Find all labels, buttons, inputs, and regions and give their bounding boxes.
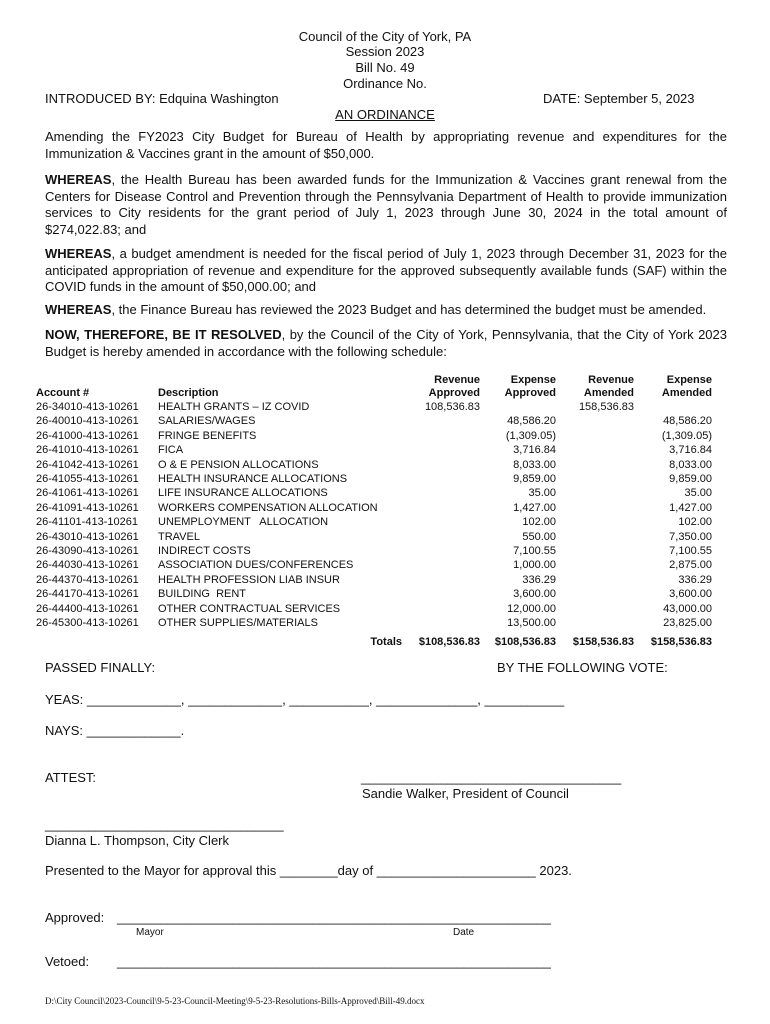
description: HEALTH PROFESSION LIAB INSUR [158, 573, 340, 586]
header-line: Expense [666, 374, 712, 386]
revenue-approved [404, 501, 480, 515]
table-row [36, 616, 712, 630]
description: BUILDING RENT [158, 588, 247, 601]
totals-label: Totals [370, 635, 402, 648]
account-number: 26-41000-413-10261 [36, 429, 139, 442]
president-signature-line: ____________________________________ [361, 770, 622, 785]
total-expense-amended: $158,536.83 [650, 635, 712, 648]
table-row [36, 501, 712, 515]
budget-schedule-table [36, 374, 712, 649]
expense-amended: 7,350.00 [669, 530, 712, 543]
presented-line: Presented to the Mayor for approval this ________day of ______________________ 2023. [45, 863, 572, 878]
header-line: Amended [583, 387, 634, 399]
revenue-amended [556, 443, 634, 457]
expense-approved: 9,859.00 [513, 473, 556, 486]
whereas-label: WHEREAS [45, 302, 112, 317]
header-line: Approved [504, 387, 556, 399]
revenue-approved [404, 458, 480, 472]
expense-amended: 3,600.00 [669, 588, 712, 601]
account-number: 26-40010-413-10261 [36, 415, 139, 428]
header-line: Revenue [588, 374, 634, 386]
approved-signature-line: ____________________________________________________________ [117, 910, 551, 925]
paragraph-whereas-1 [45, 172, 727, 238]
account-number: 26-45300-413-10261 [36, 617, 139, 630]
vetoed-signature-line: ____________________________________________________________ [117, 954, 551, 969]
expense-amended: 48,586.20 [663, 415, 712, 428]
header-revenue-approved [404, 374, 480, 400]
description: HEALTH GRANTS – IZ COVID [158, 401, 310, 413]
header-line: Expense [510, 374, 556, 386]
description: FICA [158, 444, 184, 457]
mayor-label: Mayor [136, 927, 164, 938]
table-row [36, 400, 712, 414]
description: LIFE INSURANCE ALLOCATIONS [158, 487, 328, 500]
resolved-text: , by the Council of the City of York, Pennsylvania, that the City of York 2023 Budget is hereby amended in accordance with the following schedule: [45, 327, 727, 359]
expense-approved: 12,000.00 [507, 602, 556, 615]
council-name: Council of the City of York, PA [298, 29, 472, 44]
revenue-approved [404, 443, 480, 457]
total-expense-approved: $108,536.83 [494, 635, 556, 648]
total-revenue-amended: $158,536.83 [572, 635, 634, 648]
expense-approved: (1,309.05) [505, 429, 556, 442]
description: TRAVEL [158, 530, 200, 543]
header-line: Amended [661, 387, 712, 399]
expense-approved: 3,600.00 [513, 588, 556, 601]
expense-amended [634, 400, 712, 414]
vetoed-label: Vetoed: [45, 954, 90, 969]
header-expense-approved [480, 374, 556, 400]
totals-spacer [36, 631, 158, 649]
description: INDIRECT COSTS [158, 545, 251, 558]
account-number: 26-41101-413-10261 [36, 516, 138, 529]
revenue-amended [556, 587, 634, 601]
expense-approved: 7,100.55 [513, 545, 556, 558]
paragraph-purpose: Amending the FY2023 City Budget for Bureau of Health by appropriating revenue and expenditures for the Immunization & Vaccines grant in the amount of $50,000. [45, 129, 727, 161]
totals-row [36, 631, 712, 649]
by-following-vote: BY THE FOLLOWING VOTE: [497, 660, 668, 675]
revenue-amended [556, 429, 634, 443]
paragraph-resolved [45, 327, 727, 360]
bill-number: Bill No. 49 [355, 60, 415, 75]
passed-finally: PASSED FINALLY: [45, 660, 156, 675]
revenue-approved [404, 486, 480, 500]
revenue-approved [404, 544, 480, 558]
date-label: Date [453, 927, 475, 938]
description: HEALTH INSURANCE ALLOCATIONS [158, 473, 348, 486]
expense-amended: (1,309.05) [661, 429, 712, 442]
expense-approved: 1,427.00 [513, 501, 556, 514]
header-revenue-amended [556, 374, 634, 400]
expense-approved [480, 400, 556, 414]
revenue-approved: 108,536.83 [424, 401, 480, 413]
revenue-approved [404, 472, 480, 486]
revenue-amended [556, 544, 634, 558]
whereas-label: WHEREAS [45, 246, 112, 261]
resolved-label: NOW, THEREFORE, BE IT RESOLVED [45, 327, 282, 342]
revenue-amended [556, 501, 634, 515]
approved-label: Approved: [45, 910, 105, 925]
expense-approved: 1,000.00 [513, 559, 556, 572]
clerk-name: Dianna L. Thompson, City Clerk [45, 833, 230, 848]
table-header-row [36, 374, 712, 400]
president-name: Sandie Walker, President of Council [362, 786, 569, 801]
whereas-text: , a budget amendment is needed for the fiscal period of July 1, 2023 through December 31, 2023 for the anticipated appropriation of revenue and expenditure for the approved subsequently available funds (SAF) within the COVID funds in the amount of $50,000.00; and [45, 246, 727, 294]
header-expense-amended [634, 374, 712, 400]
table-row [36, 443, 712, 457]
expense-amended: 3,716.84 [669, 444, 712, 457]
revenue-amended [556, 602, 634, 616]
revenue-amended [556, 472, 634, 486]
account-number: 26-44170-413-10261 [36, 588, 139, 601]
table-row [36, 558, 712, 572]
table-row [36, 429, 712, 443]
expense-amended: 35.00 [684, 487, 712, 500]
revenue-approved [404, 530, 480, 544]
account-number: 26-44400-413-10261 [36, 602, 139, 615]
table-row [36, 530, 712, 544]
description: O & E PENSION ALLOCATIONS [158, 458, 319, 471]
revenue-approved [404, 602, 480, 616]
expense-approved: 8,033.00 [513, 458, 556, 471]
introduced-by: INTRODUCED BY: Edquina Washington [45, 91, 279, 106]
header-account: Account # [36, 387, 90, 399]
description: ASSOCIATION DUES/CONFERENCES [158, 559, 354, 572]
expense-amended: 336.29 [678, 573, 712, 586]
account-number: 26-41010-413-10261 [36, 444, 139, 457]
revenue-amended: 158,536.83 [578, 401, 634, 413]
expense-approved: 35.00 [528, 487, 556, 500]
revenue-amended [556, 414, 634, 428]
whereas-text: , the Health Bureau has been awarded funds for the Immunization & Vaccines grant renewal from the Centers for Disease Control and Prevention through the Pennsylvania Department of Health to provide immunization services to City residents for the grant period of July 1, 2023 through June 30, 2024 in the total amount of $274,022.83; and [45, 172, 727, 237]
revenue-amended [556, 486, 634, 500]
paragraph-whereas-2 [45, 246, 727, 296]
header-description: Description [158, 387, 219, 399]
expense-approved: 13,500.00 [507, 617, 556, 630]
expense-amended: 23,825.00 [663, 617, 712, 630]
date: DATE: September 5, 2023 [543, 91, 695, 106]
revenue-amended [556, 530, 634, 544]
revenue-amended [556, 515, 634, 529]
file-path: D:\City Council\2023-Council\9-5-23-Council-Meeting\9-5-23-Resolutions-Bills-Approved\Bill-49.docx [45, 996, 425, 1006]
table-row [36, 573, 712, 587]
account-number: 26-41091-413-10261 [36, 501, 139, 514]
paragraph-whereas-3 [45, 302, 727, 319]
expense-amended: 43,000.00 [663, 602, 712, 615]
ordinance-number: Ordinance No. [343, 76, 427, 91]
revenue-approved [404, 573, 480, 587]
session: Session 2023 [345, 44, 425, 59]
revenue-approved [404, 429, 480, 443]
description: OTHER SUPPLIES/MATERIALS [158, 617, 318, 630]
revenue-approved [404, 587, 480, 601]
account-number: 26-43090-413-10261 [36, 545, 139, 558]
expense-approved: 102.00 [522, 516, 556, 529]
ordinance-title: AN ORDINANCE [335, 107, 435, 122]
expense-amended: 7,100.55 [669, 545, 712, 558]
table-row [36, 544, 712, 558]
account-number: 26-41061-413-10261 [36, 487, 139, 500]
expense-amended: 9,859.00 [669, 473, 712, 486]
table-row [36, 414, 712, 428]
account-number: 26-43010-413-10261 [36, 530, 139, 543]
revenue-amended [556, 616, 634, 630]
description: SALARIES/WAGES [158, 415, 256, 428]
expense-amended: 8,033.00 [669, 458, 712, 471]
account-number: 26-41055-413-10261 [36, 473, 139, 486]
attest-label: ATTEST: [45, 770, 97, 785]
table-row [36, 472, 712, 486]
header-line: Approved [428, 387, 480, 399]
revenue-approved [404, 616, 480, 630]
description: UNEMPLOYMENT ALLOCATION [158, 516, 329, 529]
account-number: 26-44370-413-10261 [36, 573, 139, 586]
table-row [36, 486, 712, 500]
expense-approved: 48,586.20 [507, 415, 556, 428]
expense-approved: 336.29 [522, 573, 556, 586]
account-number: 26-34010-413-10261 [36, 401, 139, 413]
revenue-approved [404, 558, 480, 572]
expense-amended: 102.00 [678, 516, 712, 529]
yeas-line: YEAS: _____________, _____________, ___________, ______________, ___________ [45, 692, 565, 707]
revenue-amended [556, 458, 634, 472]
clerk-signature-line: _________________________________ [45, 817, 284, 832]
description: OTHER CONTRACTUAL SERVICES [158, 602, 341, 615]
expense-approved: 550.00 [522, 530, 556, 543]
description: FRINGE BENEFITS [158, 429, 257, 442]
description: WORKERS COMPENSATION ALLOCATION [158, 501, 378, 514]
table-row [36, 602, 712, 616]
whereas-text: , the Finance Bureau has reviewed the 2023 Budget and has determined the budget must be amended. [111, 302, 707, 317]
expense-approved: 3,716.84 [513, 444, 556, 457]
revenue-approved [404, 515, 480, 529]
revenue-amended [556, 573, 634, 587]
expense-amended: 2,875.00 [669, 559, 712, 572]
whereas-label: WHEREAS [45, 172, 112, 187]
account-number: 26-44030-413-10261 [36, 559, 139, 572]
table-row [36, 587, 712, 601]
total-revenue-approved: $108,536.83 [418, 635, 480, 648]
table-row [36, 515, 712, 529]
table-row [36, 458, 712, 472]
revenue-amended [556, 558, 634, 572]
account-number: 26-41042-413-10261 [36, 458, 139, 471]
nays-line: NAYS: _____________. [45, 723, 185, 738]
expense-amended: 1,427.00 [669, 501, 712, 514]
revenue-approved [404, 414, 480, 428]
header-line: Revenue [434, 374, 480, 386]
